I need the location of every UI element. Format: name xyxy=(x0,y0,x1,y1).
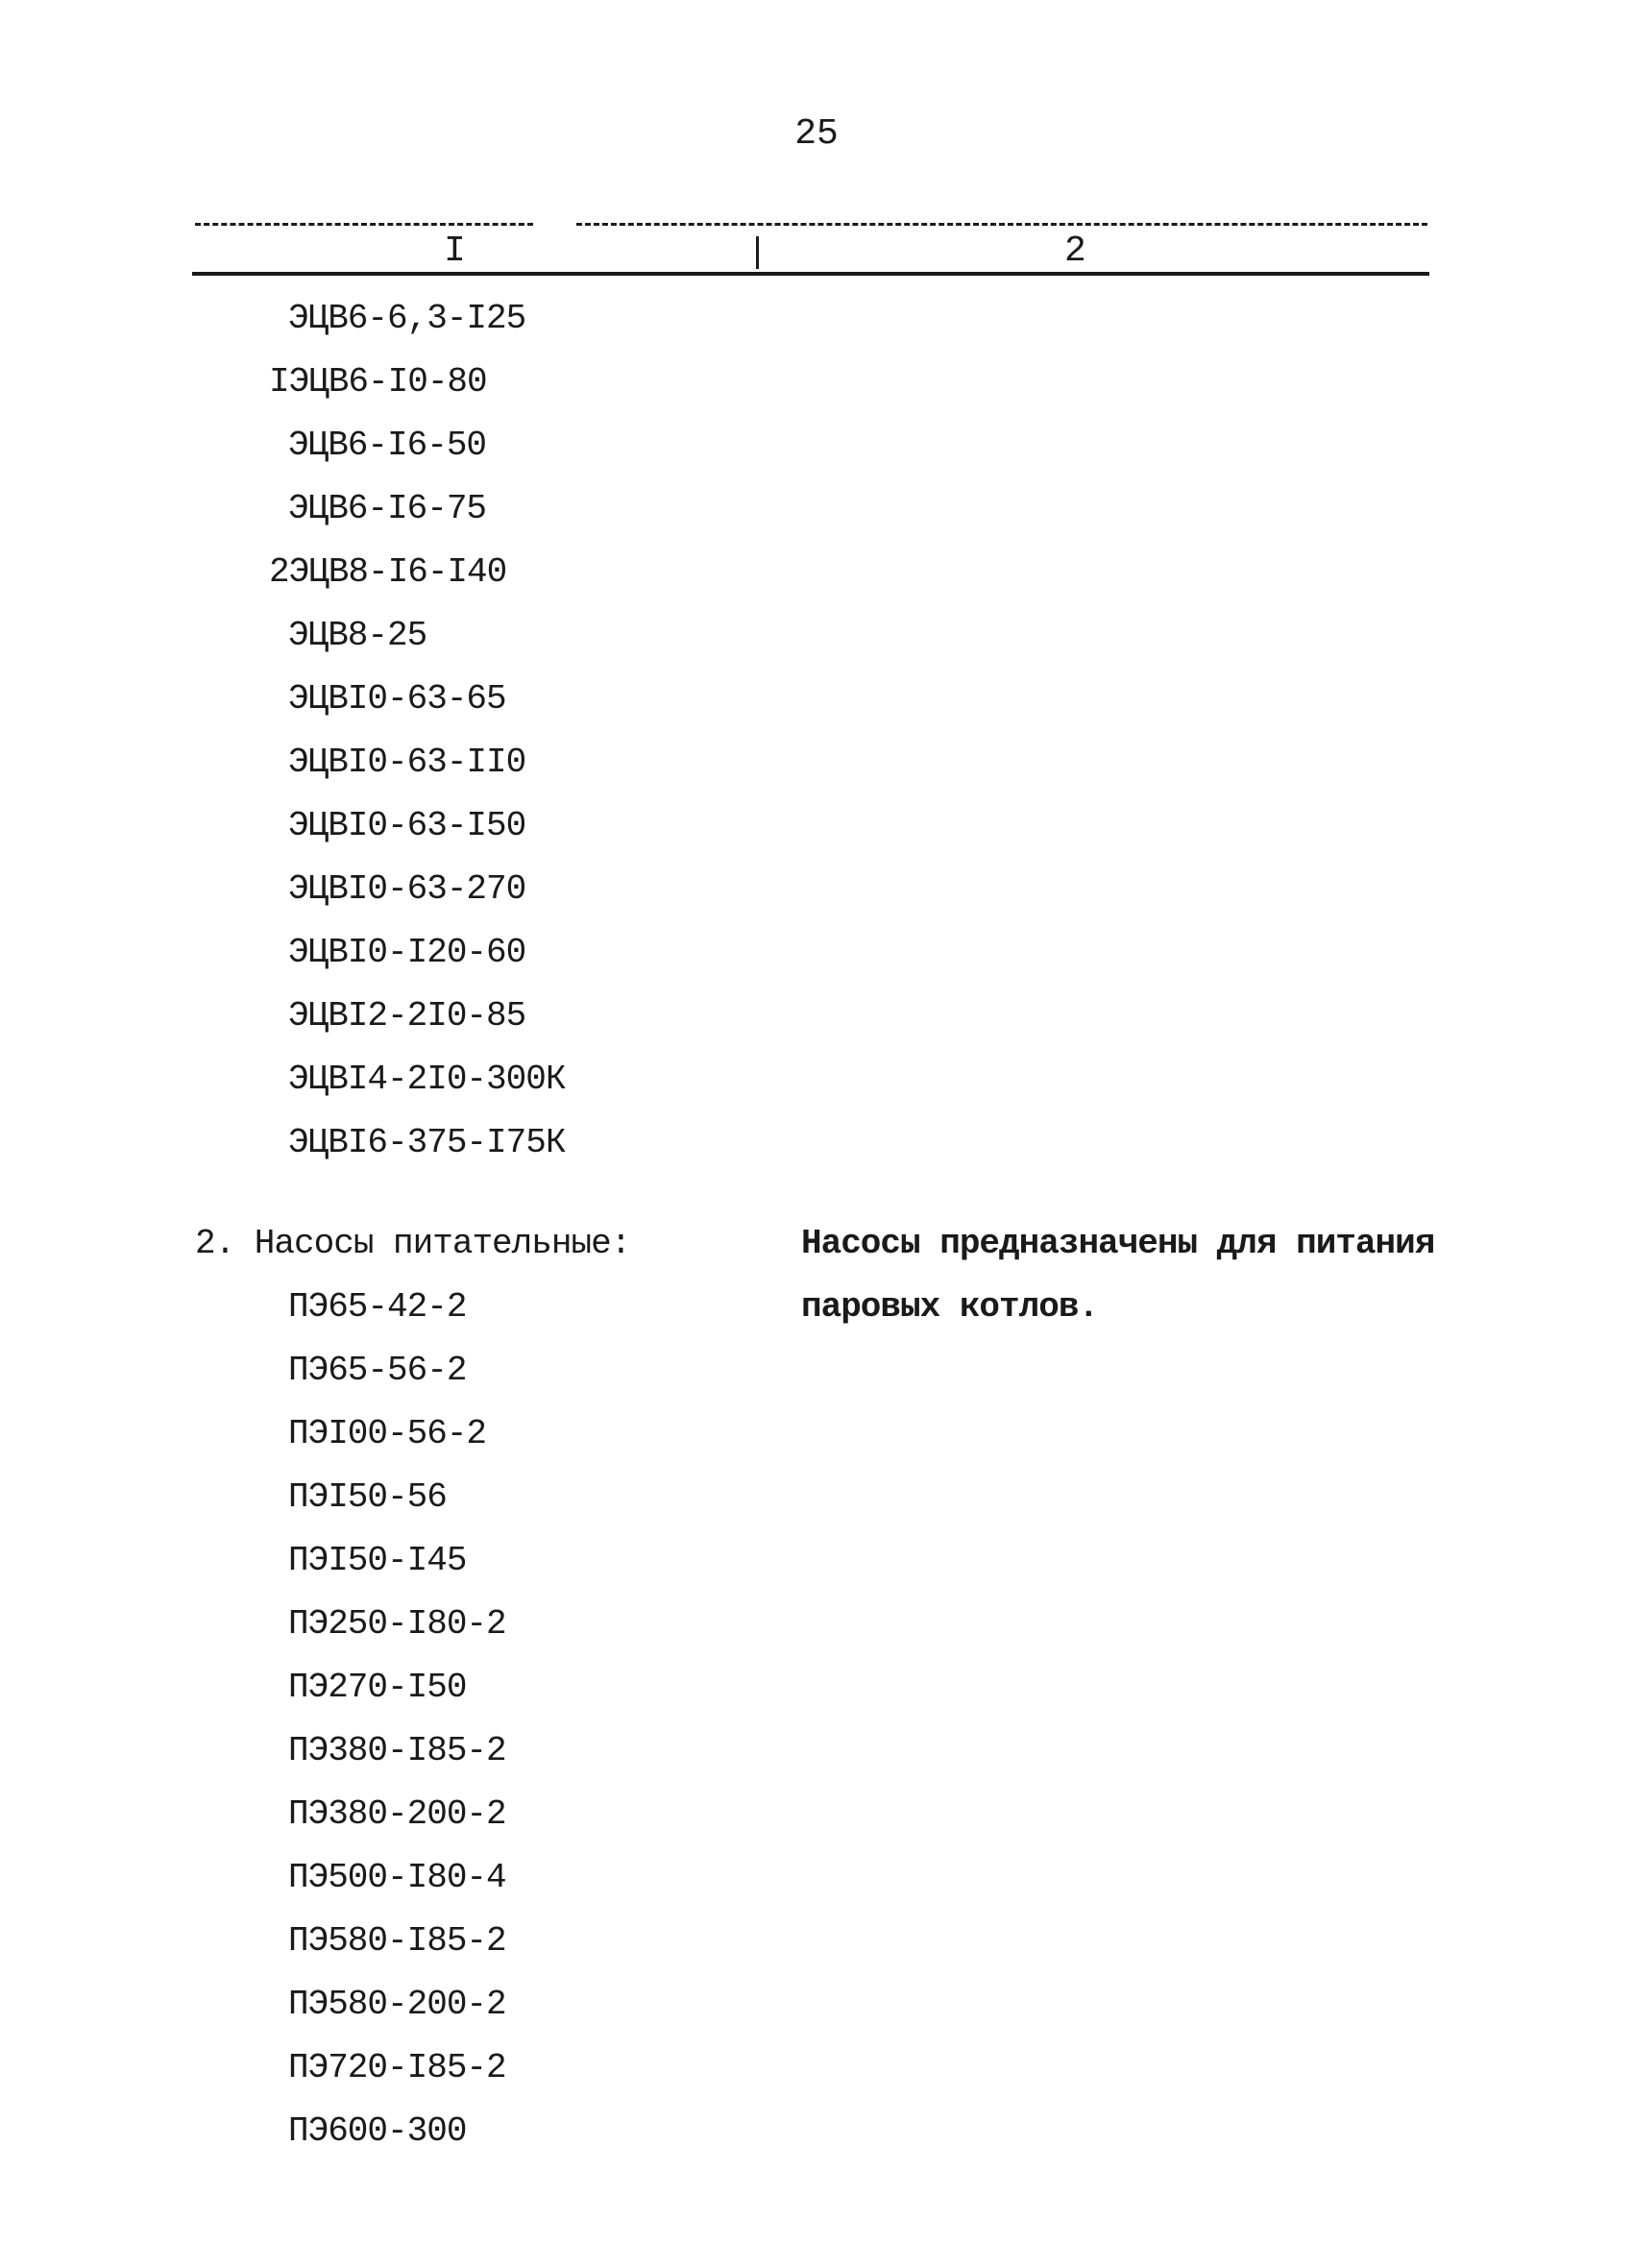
list-item: IЭЦВ6-I0-80 xyxy=(269,362,487,402)
list-item: ПЭ380-200-2 xyxy=(288,1794,506,1834)
list-item: ЭЦВ6-I6-50 xyxy=(288,426,487,465)
column-separator xyxy=(756,236,759,269)
description-line: паровых котлов. xyxy=(801,1287,1099,1327)
list-item: ПЭI00-56-2 xyxy=(288,1414,487,1453)
list-item: ЭЦВI2-2I0-85 xyxy=(288,996,526,1036)
column-header-1: I xyxy=(444,231,466,272)
list-item: ПЭ270-I50 xyxy=(288,1668,467,1707)
list-item: 2ЭЦВ8-I6-I40 xyxy=(269,552,507,592)
list-item: ПЭ250-I80-2 xyxy=(288,1604,506,1644)
list-item: ЭЦВ6-6,3-I25 xyxy=(288,299,526,338)
list-item: ПЭ380-I85-2 xyxy=(288,1731,506,1770)
list-item: ПЭI50-56 xyxy=(288,1477,447,1517)
list-item: ПЭ720-I85-2 xyxy=(288,2048,506,2087)
list-item: ЭЦВI4-2I0-300К xyxy=(288,1060,566,1099)
page-number: 25 xyxy=(794,113,839,155)
list-item: ЭЦВI0-63-65 xyxy=(288,679,506,719)
list-item: ЭЦВI0-I20-60 xyxy=(288,933,526,972)
list-item: ПЭ580-200-2 xyxy=(288,1985,506,2024)
list-item: ПЭI50-I45 xyxy=(288,1541,467,1580)
list-item: ЭЦВI0-63-I50 xyxy=(288,806,526,845)
list-item: ПЭ65-56-2 xyxy=(288,1351,467,1390)
header-rule-top-right xyxy=(576,223,1427,226)
pump-list-ecv xyxy=(269,287,566,1175)
pump-list-pe xyxy=(288,1276,506,2163)
header-rule-top-left xyxy=(195,223,533,226)
list-item: ПЭ500-I80-4 xyxy=(288,1858,506,1897)
header-rule-bottom xyxy=(192,272,1429,276)
description-line: Насосы предназначены для питания xyxy=(801,1224,1435,1263)
list-item: ЭЦВI6-375-I75К xyxy=(288,1123,566,1162)
list-item: ПЭ65-42-2 xyxy=(288,1287,467,1327)
column-header-2: 2 xyxy=(1064,231,1086,272)
section-description xyxy=(801,1212,1454,1339)
list-item: ПЭ580-I85-2 xyxy=(288,1921,506,1961)
list-item: ЭЦВ6-I6-75 xyxy=(288,489,487,528)
list-item: ЭЦВ8-25 xyxy=(288,616,427,655)
list-item: ПЭ600-300 xyxy=(288,2111,467,2151)
list-item: ЭЦВI0-63-270 xyxy=(288,869,526,909)
list-item: ЭЦВI0-63-II0 xyxy=(288,743,526,782)
section-title-feed-pumps: 2. Насосы питательные: xyxy=(195,1224,631,1263)
